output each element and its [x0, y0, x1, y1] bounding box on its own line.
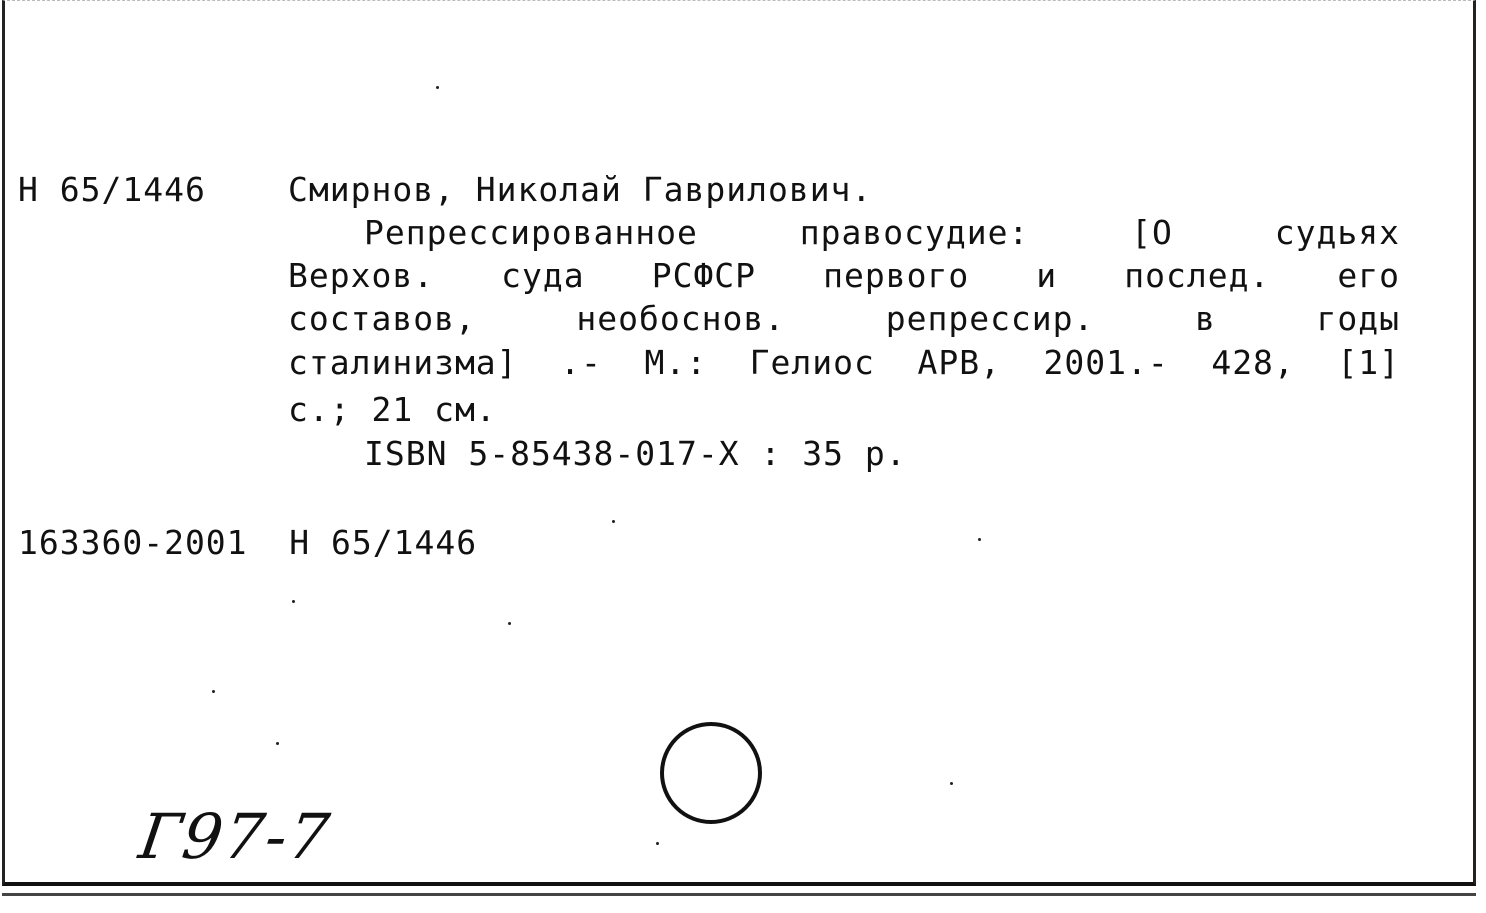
scan-speck [950, 782, 953, 785]
accession-number: 163360-2001 Н 65/1446 [18, 523, 478, 562]
scan-speck [508, 622, 511, 625]
scan-speck [212, 690, 215, 693]
imprint-line: сталинизма] .- М.: Гелиос АРВ, 2001.- 428, [1] [288, 343, 1400, 382]
title-line-2: Верхов. суда РСФСР первого и послед. его [288, 256, 1400, 295]
call-number: Н 65/1446 [18, 170, 206, 209]
scan-speck [292, 600, 295, 603]
scan-speck [656, 842, 659, 845]
title-line-1: Репрессированное правосудие: [О судьях [364, 213, 1400, 252]
card-bottom-edge [2, 893, 1476, 896]
scan-speck [436, 86, 439, 89]
author-heading: Смирнов, Николай Гаврилович. [288, 170, 873, 209]
scan-speck [978, 538, 981, 541]
scan-speck [612, 520, 615, 523]
scan-speck [276, 742, 279, 745]
isbn-line: ISBN 5-85438-017-X : 35 р. [364, 434, 907, 473]
physical-description: с.; 21 см. [288, 390, 497, 429]
card-punch-hole [660, 722, 762, 824]
handwritten-note: Г97-7 [134, 800, 336, 873]
title-line-3: составов, необоснов. репрессир. в годы [288, 299, 1400, 338]
